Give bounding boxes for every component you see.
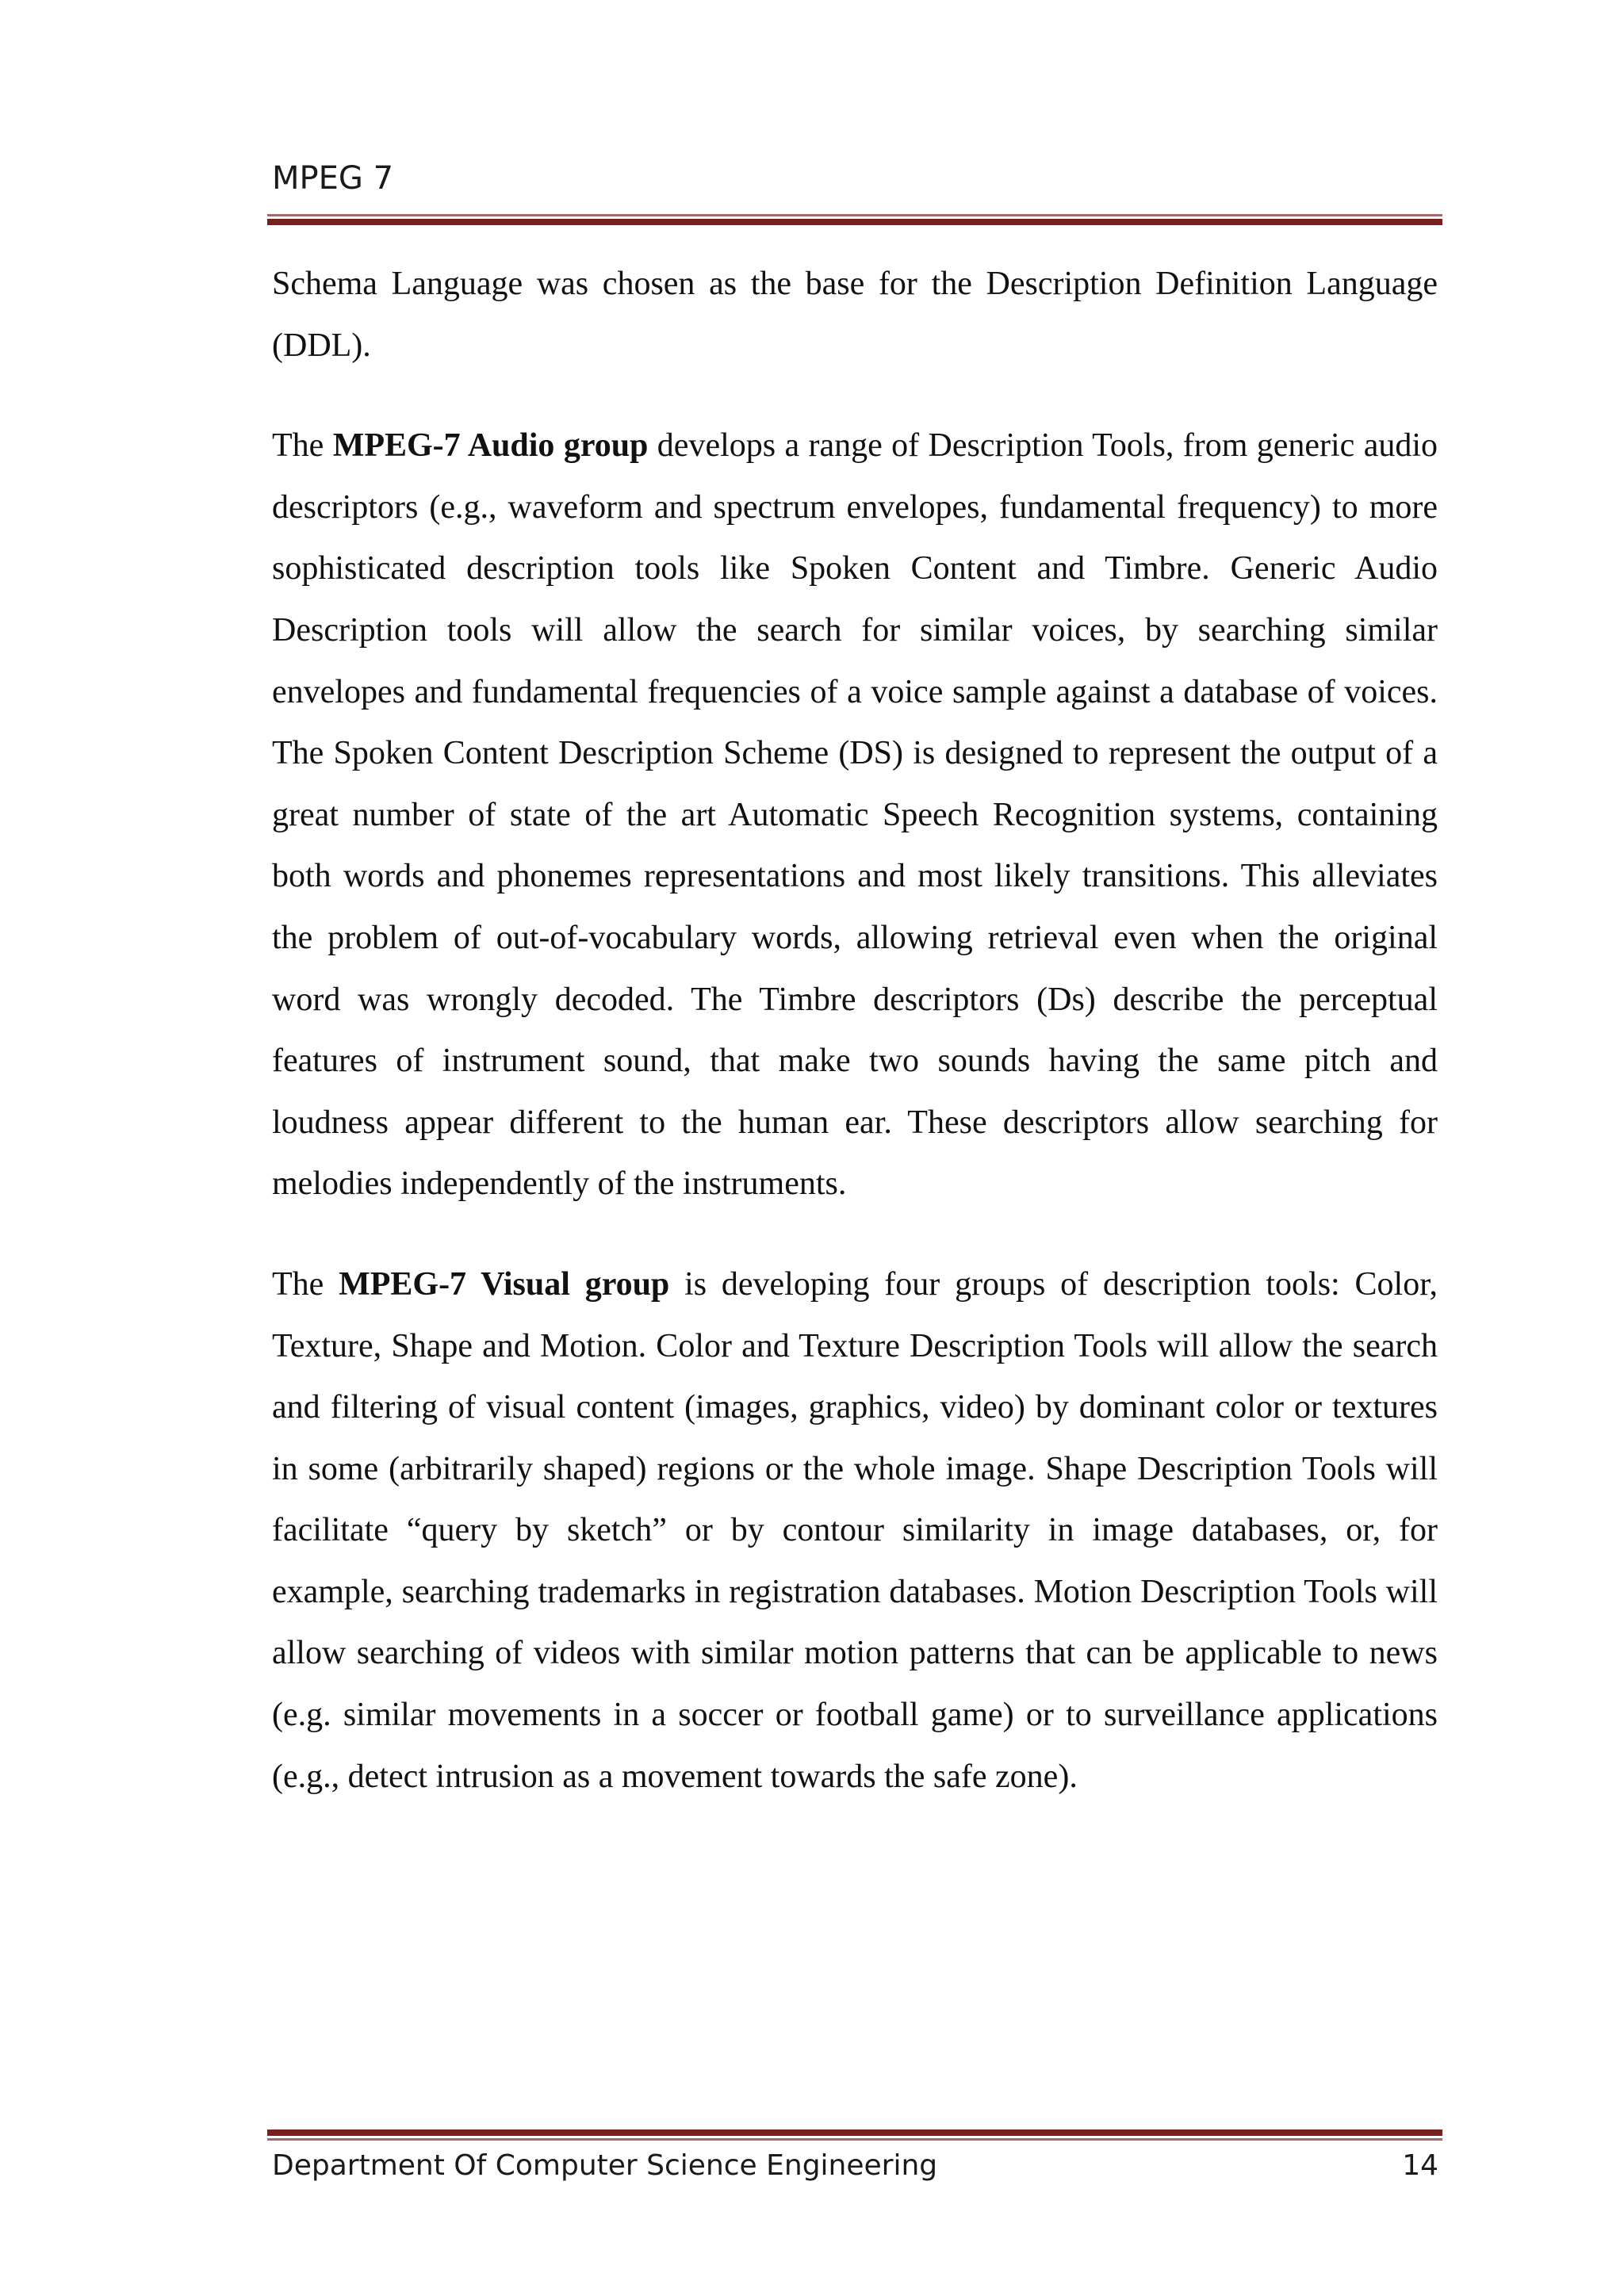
header-rule-thick-line	[267, 219, 1442, 225]
paragraph-audio-rest: develops a range of Description Tools, from generic audio descriptors (e.g., waveform and spectrum envelopes, fundamental frequency) to more sophisticated description tools like Spoken Content and Timbre. Generic Audio Description tools will allow the search for similar voices, by searching similar envelopes and fundamental frequencies of a voice sample against a database of voices. The Spoken Content Description Scheme (DS) is designed to represent the output of a great number of state of the art Automatic Speech Recognition systems, containing both words and phonemes representations and most likely transitions. This alleviates the problem of out-of-vocabulary words, allowing retrieval even when the original word was wrongly decoded. The Timbre descriptors (Ds) describe the perceptual features of instrument sound, that make two sounds having the same pitch and loudness appear different to the human ear. These descriptors allow searching for melodies independently of the instruments.	[272, 427, 1438, 1203]
paragraph-audio-lead: The	[272, 427, 333, 465]
paragraph-ddl: Schema Language was chosen as the base for the Description Definition Language (DDL).	[272, 266, 1438, 364]
footer-rule-thin-line	[267, 2138, 1442, 2141]
header-rule	[267, 214, 1442, 225]
body-text	[272, 254, 1438, 1846]
paragraph-visual-rest: is developing four groups of description tools: Color, Texture, Shape and Motion. Color and Texture Description Tools will allow the search and filtering of visual content (images, graphics, video) by dominant color or textures in some (arbitrarily shaped) regions or the whole image. Shape Description Tools will facilitate “query by sketch” or by contour similarity in image databases, or, for example, searching trademarks in registration databases. Motion Description Tools will allow searching of videos with similar motion patterns that can be applicable to news (e.g. similar movements in a soccer or football game) or to surveillance applications (e.g., detect intrusion as a movement towards the safe zone).	[272, 1265, 1438, 1795]
header-title: MPEG 7	[272, 160, 394, 197]
paragraph-audio-group	[272, 415, 1438, 1215]
visual-group-term: MPEG-7 Visual group	[339, 1265, 670, 1303]
footer-rule-thick-line	[267, 2130, 1442, 2136]
page-number: 14	[1402, 2149, 1438, 2182]
paragraph-visual-group	[272, 1254, 1438, 1808]
footer-rule	[267, 2130, 1442, 2141]
footer-department: Department Of Computer Science Engineering	[272, 2149, 938, 2182]
paragraph-visual-lead: The	[272, 1265, 339, 1303]
audio-group-term: MPEG-7 Audio group	[332, 427, 649, 465]
